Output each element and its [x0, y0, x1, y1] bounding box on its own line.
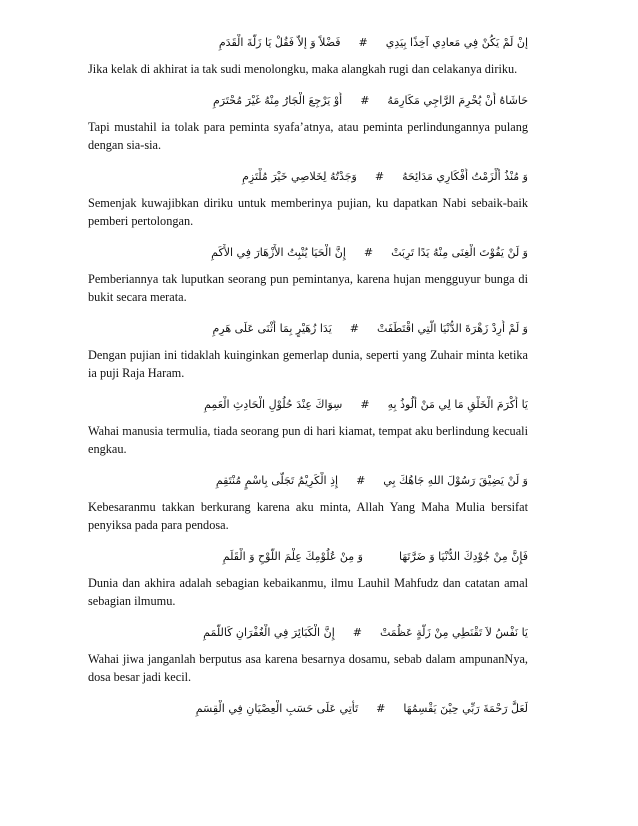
arabic-verse-line [88, 168, 528, 186]
hemistich-separator: # [352, 626, 362, 639]
arabic-verse-line [88, 700, 528, 718]
arabic-first-hemistich: وَ لَمْ أُرِدْ زَهْرَةَ الدُّنْيَا الَّتِي اقْتَطَفَتْ [376, 322, 528, 335]
verse-translation: Dengan pujian ini tidaklah kuinginkan gemerlap dunia, seperti yang Zuhair minta ketika ia puji Raja Haram. [88, 348, 528, 380]
hemistich-separator: # [358, 36, 368, 49]
arabic-second-hemistich: سِوَاكَ عِنْدَ حُلُوْلِ الْحَادِثِ الْعَمِمِ [204, 398, 343, 411]
hemistich-separator: # [360, 398, 370, 411]
arabic-second-hemistich: تَأْتِي عَلَى حَسَبِ الْعِصْيَانِ فِي الْقِسَمِ [195, 702, 359, 715]
arabic-verse-line [88, 472, 528, 490]
hemistich-separator: # [356, 474, 366, 487]
arabic-second-hemistich: أَوْ يَرْجِعَ الْجَارُ مِنْهُ غَيْرَ مُحْتَرَمِ [212, 94, 343, 107]
poem-stanza [88, 168, 528, 230]
arabic-verse-line [88, 34, 528, 52]
arabic-verse-line [88, 396, 528, 414]
arabic-first-hemistich: لَعَلَّ رَحْمَةَ رَبِّي حِيْنَ يَقْسِمُهَا [403, 702, 528, 715]
arabic-first-hemistich: إنْ لَمْ يَكُنْ فِي مَعادِي آخِذًا بِيَدِي [385, 36, 528, 49]
poem-stanza [88, 320, 528, 382]
verse-translation: Pemberiannya tak luputkan seorang pun pemintanya, karena hujan mengguyur bunga di bukit secara merata. [88, 272, 528, 304]
arabic-second-hemistich: وَجَدْتُهُ لِخَلاصِي خَيْرَ مُلْتَزِمِ [242, 170, 357, 183]
poem-stanza [88, 472, 528, 534]
verse-translation: Jika kelak di akhirat ia tak sudi menolongku, maka alangkah rugi dan celakanya diriku. [88, 62, 518, 76]
verse-translation: Dunia dan akhira adalah sebagian kebaikanmu, ilmu Lauhil Mahfudz dan catatan amal sebagian ilmumu. [88, 576, 528, 608]
arabic-verse-line [88, 320, 528, 338]
poem-stanza [88, 396, 528, 458]
arabic-first-hemistich: وَ لَنْ يَضِيْقَ رَسُوْلَ اللهِ جَاهُكَ بِي [383, 474, 528, 487]
poem-stanzas [88, 34, 528, 718]
arabic-first-hemistich: وَ لَنْ يَفُوْتَ الْغِنَى مِنْهُ يَدًا تَرِبَتْ [391, 246, 528, 259]
arabic-first-hemistich: يَا نَفْسُ لاَ تَقْنَطِي مِنْ زَلَّةٍ عَظُمَتْ [379, 626, 528, 639]
hemistich-separator: # [349, 322, 359, 335]
arabic-verse-line [88, 548, 528, 566]
hemistich-separator: # [374, 170, 385, 183]
poem-stanza [88, 244, 528, 306]
poem-stanza [88, 92, 528, 154]
verse-translation: Semenjak kuwajibkan diriku untuk memberinya pujian, ku dapatkan Nabi sebaik-baik pemberi pertolongan. [88, 196, 528, 228]
arabic-first-hemistich: حَاشَاهُ أَنْ يُحْرِمَ الرَّاجِي مَكَارِمَهُ [387, 94, 528, 107]
arabic-second-hemistich: إِنَّ الْكَبَائِرَ فِي الْغُفْرَانِ كَاللَّمَمِ [203, 626, 335, 639]
hemistich-separator: # [376, 702, 386, 715]
arabic-second-hemistich: إِذِ الْكَرِيْمُ تَجَلَّى بِاسْمٍ مُنْتَقِمِ [215, 474, 339, 487]
arabic-verse-line [88, 624, 528, 642]
poem-stanza [88, 624, 528, 686]
hemistich-separator: # [360, 94, 370, 107]
arabic-second-hemistich: وَ مِنْ عُلُوْمِكَ عِلْمَ اللَّوْحِ وَ الْقَلَمِ [222, 550, 363, 563]
verse-translation: Wahai manusia termulia, tiada seorang pun di hari kiamat, tempat aku berlindung kecuali engkau. [88, 424, 528, 456]
arabic-first-hemistich: فَإِنَّ مِنْ جُوْدِكَ الدُّنْيَا وَ ضَرَّتَهَا [398, 550, 528, 563]
verse-translation: Tapi mustahil ia tolak para peminta syafa’atnya, atau peminta perlindungannya pulang dengan sia-sia. [88, 120, 528, 152]
poem-stanza [88, 548, 528, 610]
poem-stanza [88, 700, 528, 718]
arabic-first-hemistich: يَا أَكْرَمَ الْخَلْقِ مَا لِي مَنْ أَلُوذُ بِهِ [387, 398, 528, 411]
arabic-verse-line [88, 244, 528, 262]
poem-stanza [88, 34, 528, 78]
arabic-second-hemistich: إِنَّ الْحَيَا يُنْبِتُ الأَزْهَارَ فِي الأَكَمِ [211, 246, 346, 259]
verse-translation: Kebesaranmu takkan berkurang karena aku minta, Allah Yang Maha Mulia bersifat penyiksa pada para pendosa. [88, 500, 528, 532]
arabic-second-hemistich: يَدَا زُهَيْرٍ بِمَا أَثْنَى عَلَى هَرِمِ [212, 322, 332, 335]
arabic-verse-line [88, 92, 528, 110]
hemistich-separator: # [363, 246, 374, 259]
arabic-first-hemistich: وَ مُنْذُ أَلْزَمْتُ أَفْكَارِي مَدَائِحَهُ [402, 170, 528, 183]
arabic-second-hemistich: فَضْلاً وَ إلاّ فَقُلْ يَا زَلَّةَ الْقَدَمِ [218, 36, 341, 49]
verse-translation: Wahai jiwa janganlah berputus asa karena besarnya dosamu, sebab dalam ampunanNya, dosa besar jadi kecil. [88, 652, 528, 684]
